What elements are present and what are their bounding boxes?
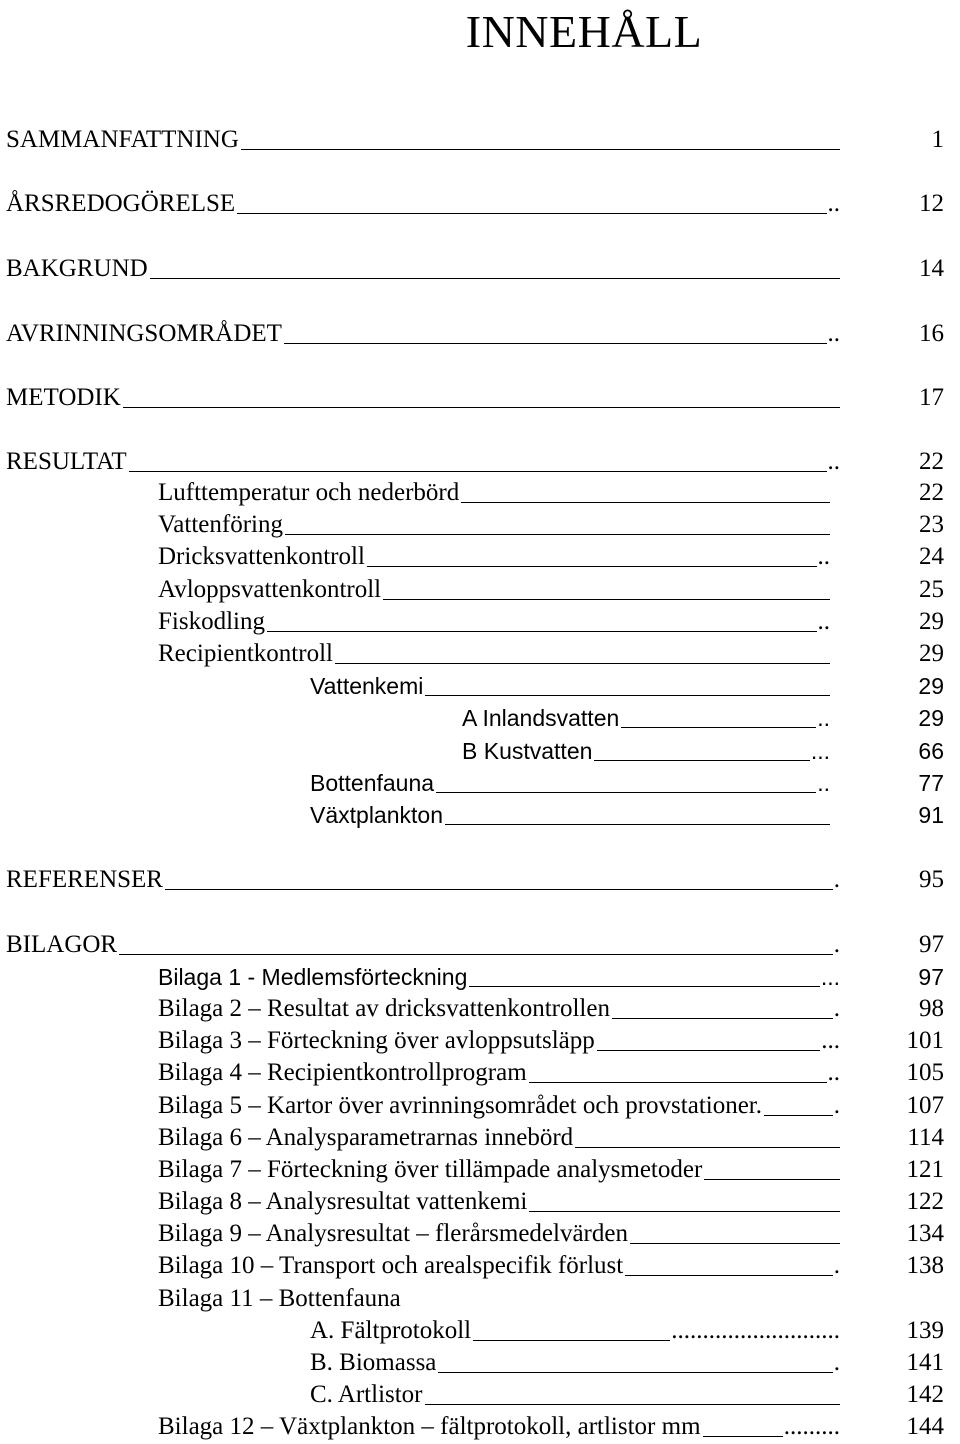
- toc-entry: [6, 382, 121, 414]
- toc-leader: [625, 1250, 840, 1282]
- toc-entry-page-number: 97: [918, 964, 944, 990]
- toc-leader-dots: ...: [820, 961, 840, 993]
- toc-entry-label: B Kustvatten: [462, 738, 593, 764]
- toc-leader: [284, 318, 840, 350]
- toc-entry-page-number: 141: [906, 1349, 944, 1376]
- toc-entry-page-number: 139: [906, 1317, 944, 1344]
- toc-entry-page-number: 142: [906, 1381, 944, 1408]
- toc-entry-label: Recipientkontroll: [158, 640, 333, 667]
- toc-leader: [150, 253, 840, 285]
- toc-entry-label: Bottenfauna: [310, 770, 435, 796]
- toc-leader-dots: ...: [820, 1025, 840, 1057]
- toc-leader: [436, 767, 830, 799]
- toc-leader: [165, 864, 840, 896]
- toc-leader: [425, 1379, 840, 1411]
- toc-entry-page-number: 121: [906, 1156, 944, 1183]
- toc-leader-dots: ..: [816, 767, 830, 799]
- toc-leader-dots: ...: [810, 735, 830, 767]
- toc-entry: [462, 702, 619, 734]
- toc-leader-dots: .: [833, 993, 840, 1025]
- toc-leader: [469, 961, 840, 993]
- toc-entry: [310, 1379, 423, 1411]
- toc-entry-label: Fiskodling: [158, 608, 265, 635]
- toc-entry-label: REFERENSER: [6, 866, 163, 893]
- toc-entry-label: Vattenkemi: [310, 673, 424, 699]
- toc-entry-page-number: 122: [906, 1188, 944, 1215]
- toc-entry-label: ÅRSREDOGÖRELSE: [6, 190, 236, 217]
- toc-entry-page-number: 97: [919, 931, 944, 958]
- toc-entry-page-number: 101: [906, 1027, 944, 1054]
- toc-entry: [6, 188, 235, 220]
- toc-entry: [462, 735, 592, 767]
- toc-entry: [158, 574, 381, 606]
- toc-leader: [267, 606, 830, 638]
- toc-entry: [6, 446, 127, 478]
- toc-entry: [158, 509, 283, 541]
- toc-entry-label: Dricksvattenkontroll: [158, 543, 365, 570]
- toc-entry-label: Bilaga 2 – Resultat av dricksvattenkontrollen: [158, 995, 610, 1022]
- toc-entry: [158, 993, 610, 1025]
- toc-leader: [367, 541, 830, 573]
- toc-entry-label: Lufttemperatur och nederbörd: [158, 479, 460, 506]
- toc-leader: [438, 1347, 840, 1379]
- toc-entry: [6, 124, 239, 156]
- toc-leader: [425, 670, 830, 702]
- toc-entry-page-number: 22: [919, 479, 944, 506]
- toc-leader: [764, 1090, 840, 1122]
- toc-leader: [630, 1218, 840, 1250]
- toc-leader-dots: ..: [827, 446, 841, 478]
- toc-leader-dots: ..: [827, 188, 841, 220]
- toc-entry-label: AVRINNINGSOMRÅDET: [6, 320, 282, 347]
- toc-leader: [473, 1315, 840, 1347]
- toc-leader: [129, 446, 840, 478]
- toc-entry: [158, 1025, 595, 1057]
- toc-entry-page-number: 29: [919, 640, 944, 667]
- toc-entry-page-number: 25: [919, 576, 944, 603]
- toc-entry-label: Växtplankton: [310, 802, 443, 828]
- toc-leader-dots: .: [833, 1090, 840, 1122]
- toc-entry-label: BAKGRUND: [6, 255, 148, 282]
- toc-entry-label: Bilaga 5 – Kartor över avrinningsområdet och provstationer.: [158, 1092, 763, 1119]
- page-title: INNEHÅLL: [465, 6, 703, 57]
- toc-entry-label: B. Biomassa: [310, 1349, 437, 1376]
- toc-entry-label: Bilaga 8 – Analysresultat vattenkemi: [158, 1188, 528, 1215]
- toc-entry-page-number: 1: [931, 126, 944, 153]
- toc-entry: [158, 1250, 623, 1282]
- toc-leader: [241, 124, 840, 156]
- toc-leader: [461, 477, 830, 509]
- toc-leader-dots: ..: [827, 1057, 841, 1089]
- toc-entry-label: Bilaga 11 – Bottenfauna: [158, 1285, 401, 1312]
- toc-entry: [158, 541, 365, 573]
- toc-leader: [703, 1411, 840, 1443]
- toc-entry-page-number: 138: [906, 1252, 944, 1279]
- toc-entry-page-number: 12: [919, 190, 944, 217]
- toc-leader: [285, 509, 830, 541]
- toc-entry-page-number: 114: [907, 1124, 944, 1151]
- toc-entry: [310, 799, 443, 831]
- toc-entry-page-number: 98: [919, 995, 944, 1022]
- toc-entry-label: Vattenföring: [158, 511, 283, 538]
- toc-leader: [335, 638, 830, 670]
- toc-entry-label: BILAGOR: [6, 931, 118, 958]
- toc-entry: [158, 477, 459, 509]
- toc-entry: [158, 1090, 762, 1122]
- toc-leader: [704, 1154, 840, 1186]
- toc-entry: [6, 864, 163, 896]
- toc-entry-label: Bilaga 1 - Medlemsförteckning: [158, 964, 468, 990]
- toc-leader-dots: .: [833, 1347, 840, 1379]
- toc-entry-page-number: 66: [918, 738, 944, 764]
- toc-entry-label: Bilaga 7 – Förteckning över tillämpade analysmetoder: [158, 1156, 703, 1183]
- toc-entry-page-number: 14: [919, 255, 944, 282]
- toc-leader: [621, 702, 830, 734]
- toc-leader: [575, 1122, 840, 1154]
- toc-entry-page-number: 77: [918, 770, 944, 796]
- toc-entry: [310, 670, 423, 702]
- toc-leader: [597, 1025, 840, 1057]
- toc-leader: [383, 574, 830, 606]
- toc-leader: [237, 188, 840, 220]
- toc-entry-label: SAMMANFATTNING: [6, 126, 239, 153]
- toc-entry-page-number: 107: [906, 1092, 944, 1119]
- toc-entry-label: A Inlandsvatten: [462, 705, 620, 731]
- toc-entry-page-number: 16: [919, 320, 944, 347]
- toc-leader: [119, 929, 840, 961]
- toc-entry: [158, 1283, 401, 1315]
- toc-entry: [310, 767, 434, 799]
- toc-entry-label: Bilaga 10 – Transport och arealspecifik förlust: [158, 1252, 624, 1279]
- toc-entry-page-number: 22: [919, 448, 944, 475]
- toc-leader: [445, 799, 830, 831]
- toc-entry: [158, 1154, 702, 1186]
- toc-entry: [158, 606, 265, 638]
- toc-leader: [594, 735, 830, 767]
- toc-entry-page-number: 29: [918, 673, 944, 699]
- toc-leader-dots: .: [833, 864, 840, 896]
- toc-leader: [529, 1057, 840, 1089]
- toc-entry-label: Bilaga 9 – Analysresultat – flerårsmedelvärden: [158, 1220, 628, 1247]
- toc-leader-dots: .: [833, 929, 840, 961]
- toc-leader-dots: .........: [783, 1411, 840, 1443]
- toc-leader-dots: .: [833, 1250, 840, 1282]
- toc-leader-dots: ..: [816, 702, 830, 734]
- toc-entry-label: Bilaga 3 – Förteckning över avloppsutsläpp: [158, 1027, 595, 1054]
- toc-entry-label: C. Artlistor: [310, 1381, 423, 1408]
- toc-entry-label: Bilaga 6 – Analysparametrarnas innebörd: [158, 1124, 574, 1151]
- toc-leader: [529, 1186, 840, 1218]
- toc-entry: [158, 961, 467, 993]
- toc-entry-page-number: 23: [919, 511, 944, 538]
- toc-leader-dots: ..: [817, 541, 831, 573]
- toc-entry-label: A. Fältprotokoll: [310, 1317, 472, 1344]
- toc-entry-page-number: 17: [919, 384, 944, 411]
- toc-entry-page-number: 29: [918, 705, 944, 731]
- toc-entry-label: Bilaga 12 – Växtplankton – fältprotokoll, artlistor mm: [158, 1413, 701, 1440]
- toc-leader-dots: ...........................: [670, 1315, 840, 1347]
- toc-entry-label: Avloppsvattenkontroll: [158, 576, 382, 603]
- toc-entry: [158, 1186, 527, 1218]
- toc-entry: [158, 1057, 527, 1089]
- toc-entry-label: RESULTAT: [6, 448, 127, 475]
- toc-entry: [6, 253, 148, 285]
- toc-entry-page-number: 24: [919, 543, 944, 570]
- toc-entry: [158, 1218, 628, 1250]
- toc-entry-page-number: 91: [918, 802, 944, 828]
- toc-entry: [6, 929, 117, 961]
- toc-entry: [158, 1411, 701, 1443]
- toc-leader-dots: ..: [827, 318, 841, 350]
- toc-leader-dots: ..: [817, 606, 831, 638]
- toc-leader: [612, 993, 840, 1025]
- toc-entry-label: Bilaga 4 – Recipientkontrollprogram: [158, 1059, 527, 1086]
- toc-entry: [158, 638, 333, 670]
- toc-entry: [310, 1347, 436, 1379]
- toc-entry-page-number: 29: [919, 608, 944, 635]
- toc-entry-page-number: 105: [906, 1059, 944, 1086]
- toc-entry: [6, 318, 282, 350]
- toc-leader: [123, 382, 840, 414]
- toc-entry-page-number: 144: [906, 1413, 944, 1440]
- toc-entry: [158, 1122, 573, 1154]
- toc-entry-page-number: 134: [906, 1220, 944, 1247]
- toc-entry-page-number: 95: [919, 866, 944, 893]
- toc-entry: [310, 1315, 471, 1347]
- toc-entry-label: METODIK: [6, 384, 121, 411]
